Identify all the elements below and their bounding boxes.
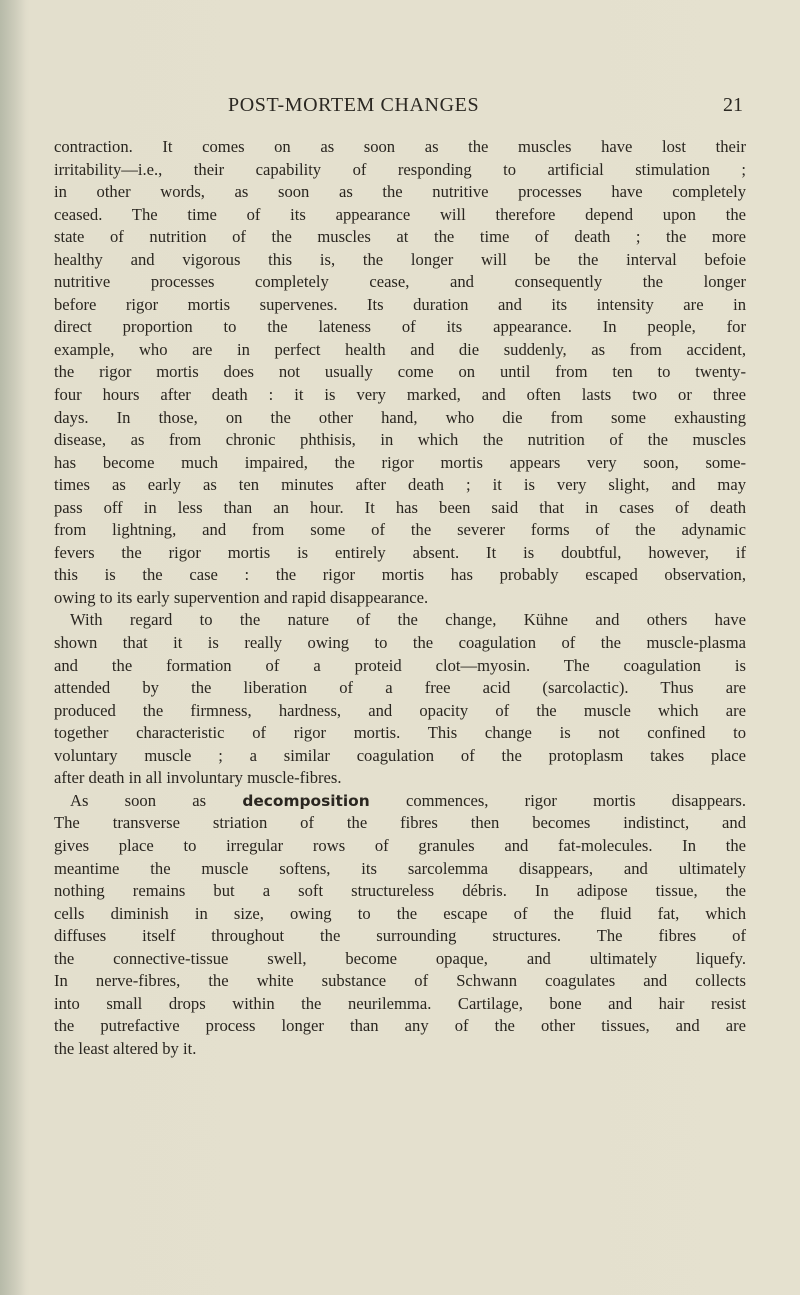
text-line: direct proportion to the lateness of its appearance. In people, for [54, 317, 746, 337]
text-line: attended by the liberation of a free acid (sarcolactic). Thus are [54, 678, 746, 698]
text-line: ceased. The time of its appearance will therefore depend upon the [54, 204, 746, 224]
text-line: the connective-tissue swell, become opaque, and ultimately liquefy. [54, 948, 746, 968]
text-line: from lightning, and from some of the severer forms of the adynamic [54, 520, 746, 540]
text-line: In nerve-fibres, the white substance of Schwann coagulates and collects [54, 971, 746, 991]
text-line: cells diminish in size, owing to the escape of the fluid fat, which [54, 903, 746, 923]
text-line: disease, as from chronic phthisis, in which the nutrition of the muscles [54, 430, 746, 450]
text-line: voluntary muscle ; a similar coagulation of the protoplasm takes place [54, 745, 746, 765]
text-line: days. In those, on the other hand, who die from some exhausting [54, 407, 746, 427]
text-line: The transverse striation of the fibres then becomes indistinct, and [54, 813, 746, 833]
text-line: nutritive processes completely cease, and consequently the longer [54, 272, 746, 292]
running-head: POST-MORTEM CHANGES [228, 94, 480, 116]
text-line: in other words, as soon as the nutritive processes have completely [54, 182, 746, 202]
text-line: fevers the rigor mortis is entirely absent. It is doubtful, however, if [54, 542, 746, 562]
text-line: before rigor mortis supervenes. Its duration and its intensity are in [54, 294, 746, 314]
paragraph-1 [54, 136, 746, 609]
text-line: together characteristic of rigor mortis. This change is not confined to [54, 723, 746, 743]
text-line: and the formation of a proteid clot—myosin. The coagulation is [54, 655, 746, 675]
page-number: 21 [723, 94, 743, 116]
text-line: owing to its early supervention and rapid disappearance. [54, 587, 429, 607]
text-line: example, who are in perfect health and die suddenly, as from accident, [54, 339, 746, 359]
text-line: With regard to the nature of the change, Kühne and others have [70, 610, 746, 630]
text-line: produced the firmness, hardness, and opacity of the muscle which are [54, 700, 746, 720]
text-line: the rigor mortis does not usually come on until from ten to twenty- [54, 362, 746, 382]
text-fragment: As soon as [70, 790, 243, 810]
text-line: the least altered by it. [54, 1038, 197, 1058]
text-line: meantime the muscle softens, its sarcolemma disappears, and ultimately [54, 858, 746, 878]
paragraph-3 [54, 790, 746, 1061]
text-fragment: commences, rigor mortis disappears. [369, 790, 746, 810]
binding-shadow [0, 0, 26, 1295]
text-line: healthy and vigorous this is, the longer will be the interval befoie [54, 249, 746, 269]
text-line: shown that it is really owing to the coagulation of the muscle-plasma [54, 633, 746, 653]
text-line: this is the case : the rigor mortis has probably escaped observation, [54, 565, 746, 585]
text-line: irritability—i.e., their capability of responding to artificial stimulation ; [54, 159, 746, 179]
page-header [0, 94, 800, 124]
bold-term: decomposition [242, 791, 370, 810]
text-line: into small drops within the neurilemma. Cartilage, bone and hair resist [54, 993, 746, 1013]
paragraph-2 [54, 609, 746, 789]
text-line: pass off in less than an hour. It has been said that in cases of death [54, 497, 746, 517]
body-text [54, 136, 746, 1060]
text-line: gives place to irregular rows of granules and fat-molecules. In the [54, 835, 746, 855]
text-line: contraction. It comes on as soon as the muscles have lost their [54, 137, 746, 156]
text-line: after death in all involuntary muscle-fibres. [54, 768, 342, 788]
text-line: the putrefactive process longer than any of the other tissues, and are [54, 1016, 746, 1036]
text-line: has become much impaired, the rigor mortis appears very soon, some- [54, 452, 746, 472]
text-line [54, 790, 746, 813]
text-line: nothing remains but a soft structureless débris. In adipose tissue, the [54, 881, 746, 901]
text-line: state of nutrition of the muscles at the time of death ; the more [54, 227, 746, 247]
text-line: diffuses itself throughout the surrounding structures. The fibres of [54, 926, 746, 946]
text-line: four hours after death : it is very marked, and often lasts two or three [54, 385, 746, 405]
text-line: times as early as ten minutes after death ; it is very slight, and may [54, 475, 746, 495]
